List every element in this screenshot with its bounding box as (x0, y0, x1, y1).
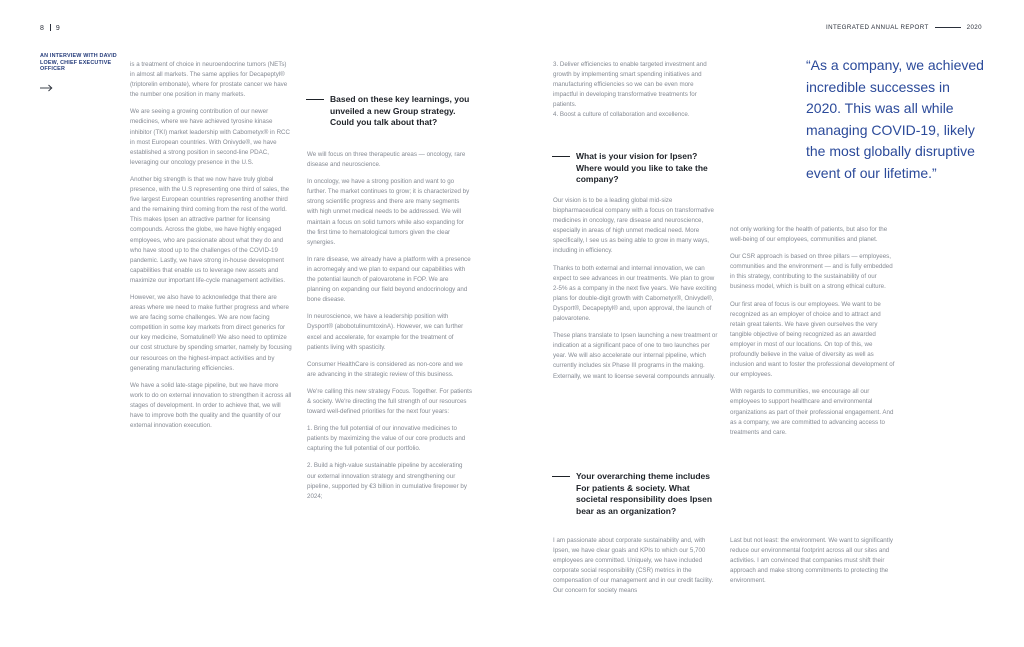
paragraph: Another big strength is that we now have truly global presence, with the U.S representing one third of sales, the five largest European countries representing another third and the remaining third coming from the rest of the world. This makes Ipsen an attractive partner for licensing compounds. Across the globe, we have highly engaged employees, who are passionate about what they do and who have stood up to the challenges of the COVID-19 pandemic. Lastly, we have strong in-house development capabilities that enable us to leverage new assets and maximize our important life-cycle management activities. (130, 175, 290, 284)
article-column-4-bottom (730, 536, 895, 593)
list-item: 4. Boost a culture of collaboration and excellence. (553, 111, 690, 119)
paragraph: We're calling this new strategy Focus. Together. For patients & society. We're directing the full strength of our resources toward well-defined priorities for the next four years: (307, 387, 472, 416)
paragraph: In neuroscience, we have a leadership position with Dysport® (abobotulinumtoxinA). However, we can further excel and accelerate, for example for the treatment of patients living with spasticity. (307, 313, 464, 351)
section-label: AN INTERVIEW WITH DAVID LOEW, CHIEF EXECUTIVE OFFICER (40, 53, 117, 73)
page-number-divider (50, 24, 51, 31)
paragraph: Consumer HealthCare is considered as non-core and we are advancing in the strategic review of this business. (307, 360, 463, 378)
report-title: INTEGRATED ANNUAL REPORT (825, 24, 929, 31)
paragraph: However, we also have to acknowledge that there are areas where we need to make further progress and where we are facing some challenges. We are now facing competition in some key markets from direct generics for our key medicine, Somatuline® We also need to optimize our cost structure by spending smarter, namely by focusing our resources on the highest-impact activities and by generating manufacturing efficiencies. (130, 293, 292, 372)
paragraph: Last but not least: the environment. We want to significantly reduce our environmental footprint across all our sites and activities. I am convinced that companies must shift their approach and make strong commitments to protecting the environment. (730, 537, 893, 585)
paragraph: With regards to communities, we encourage all our employees to support healthcare and environmental organizations as part of their professional engagement. And as a company, we are committed to advancing access to treatments and care. (730, 388, 894, 436)
paragraph: Our vision is to be a leading global mid-size biopharmaceutical company with a focus on transformative medicines in oncology, rare disease and neuroscience, especially in areas of high unmet medical need. More specifically, I see us as being able to grow in many ways, including in efficiency. (553, 197, 714, 255)
paragraph: Our CSR approach is based on three pillars — employees, communities and the environment — and is fully embedded in this strategy, contributing to the sustainability of our business model, which is built on a strong ethical culture. (730, 253, 893, 291)
article-column-2 (307, 150, 472, 509)
paragraph: We have a solid late-stage pipeline, but we have more work to do on external innovation to strengthen it across all stages of development. In order to achieve that, we will have to improve both the quality and the quantity of our external innovation execution. (130, 381, 292, 430)
paragraph: We are seeing a growing contribution of our newer medicines, where we have achieved tyrosine kinase inhibitor (TKI) market leadership with Cabometyx® in RCC in most European countries. With Onivyde®, we have established a strong position in second-line PDAC, leveraging our oncology presence in the U.S. (130, 108, 290, 166)
interview-question (306, 94, 476, 129)
report-year: 2020 (966, 24, 982, 31)
arrow-right-icon (40, 84, 53, 92)
page-numbers (40, 24, 61, 32)
paragraph: I am passionate about corporate sustainability and, with Ipsen, we have clear goals and KPIs to which our 5,700 employees are committed. Uniquely, we have included corporate social responsibility (CSR) metrics in the compensation of our management and in our credit facility. Our concern for society means (553, 537, 714, 595)
interview-question (552, 151, 722, 186)
report-header (826, 24, 982, 31)
question-text: Based on these key learnings, you unveiled a new Group strategy. Could you talk about that? (330, 94, 470, 127)
paragraph: In rare disease, we already have a platform with a presence in acromegaly and we plan to expand our capabilities with the potential launch of palovarotene in FOP. We are planning on expanding our field beyond endocrinology and bone disease. (307, 255, 471, 304)
list-item: 1. Bring the full potential of our innovative medicines to patients by maximizing the value of our core products and capturing the full potential of our portfolio. (307, 425, 466, 453)
paragraph: We will focus on three therapeutic areas — oncology, rare disease and neuroscience. (307, 151, 466, 169)
question-text: Your overarching theme includes For patients & society. What societal responsibility does Ipsen bear as an organization? (576, 471, 713, 516)
list-item: 2. Build a high-value sustainable pipeline by accelerating our external innovation strategy and strengthening our pipeline, supported by €3 billion in cumulative firepower by 2024; (307, 462, 467, 500)
paragraph: Our first area of focus is our employees. We want to be recognized as an employer of choice and to attract and retain great talents. We have given ourselves the very tangible objective of being recognized as an awarded employer in most of our locations. On top of this, we profoundly believe in the value of diversity as well as inclusion and want to foster the professional development of our employees. (730, 300, 895, 379)
list-item: 3. Deliver efficiencies to enable targeted investment and growth by implementing smart spending initiatives and manufacturing efficiencies so we can be even more impactful in developing transformative treatments for patients. (553, 61, 707, 109)
paragraph: is a treatment of choice in neuroendocrine tumors (NETs) in almost all markets. The same applies for Decapeptyl® (triptorelin embonate), where for prostate cancer we have the number one position in many markets. (130, 61, 288, 99)
interview-question (552, 471, 722, 517)
article-column-3-bottom (553, 536, 718, 604)
article-column-1 (130, 60, 292, 438)
paragraph: not only working for the health of patients, but also for the well-being of our employees, communities and planet. (730, 226, 888, 244)
paragraph: These plans translate to Ipsen launching a new treatment or indication at a significant pace of one to two launches per year. We will also accelerate our internal pipeline, which currently includes six Phase III programs in the making. Externally, we want to license several compounds annually. (553, 332, 718, 380)
header-rule (935, 27, 961, 28)
question-dash (552, 156, 570, 157)
paragraph: In oncology, we have a strong position and want to go further. The market continues to grow; it is characterized by strong scientific progress and there are many segments with high unmet medical needs to be addressed. We will maintain a focus on solid tumors while also expanding for the first time to hematological tumors given the clear synergies. (307, 178, 470, 246)
page-number-left: 8 (40, 25, 45, 32)
pull-quote: “As a company, we achieved incredible successes in 2020. This was all while managing COVID-19, likely the most globally disruptive event of our lifetime.” (806, 57, 984, 181)
question-dash (306, 99, 324, 100)
article-column-3-top (553, 60, 718, 128)
page-number-right: 9 (55, 25, 61, 32)
question-dash (552, 476, 570, 477)
article-column-3-middle (553, 196, 718, 389)
question-text: What is your vision for Ipsen? Where would you like to take the company? (576, 151, 708, 184)
paragraph: Thanks to both external and internal innovation, we can expect to see advances in our treatments. We plan to grow 2-5% as a company in the next five years. We have exciting plans for double-digit growth with Cabometyx®, Onivyde®, Dysport®, Decapeptyl® and, upon approval, the launch of palovarotene. (553, 264, 717, 323)
article-column-4 (730, 225, 895, 445)
